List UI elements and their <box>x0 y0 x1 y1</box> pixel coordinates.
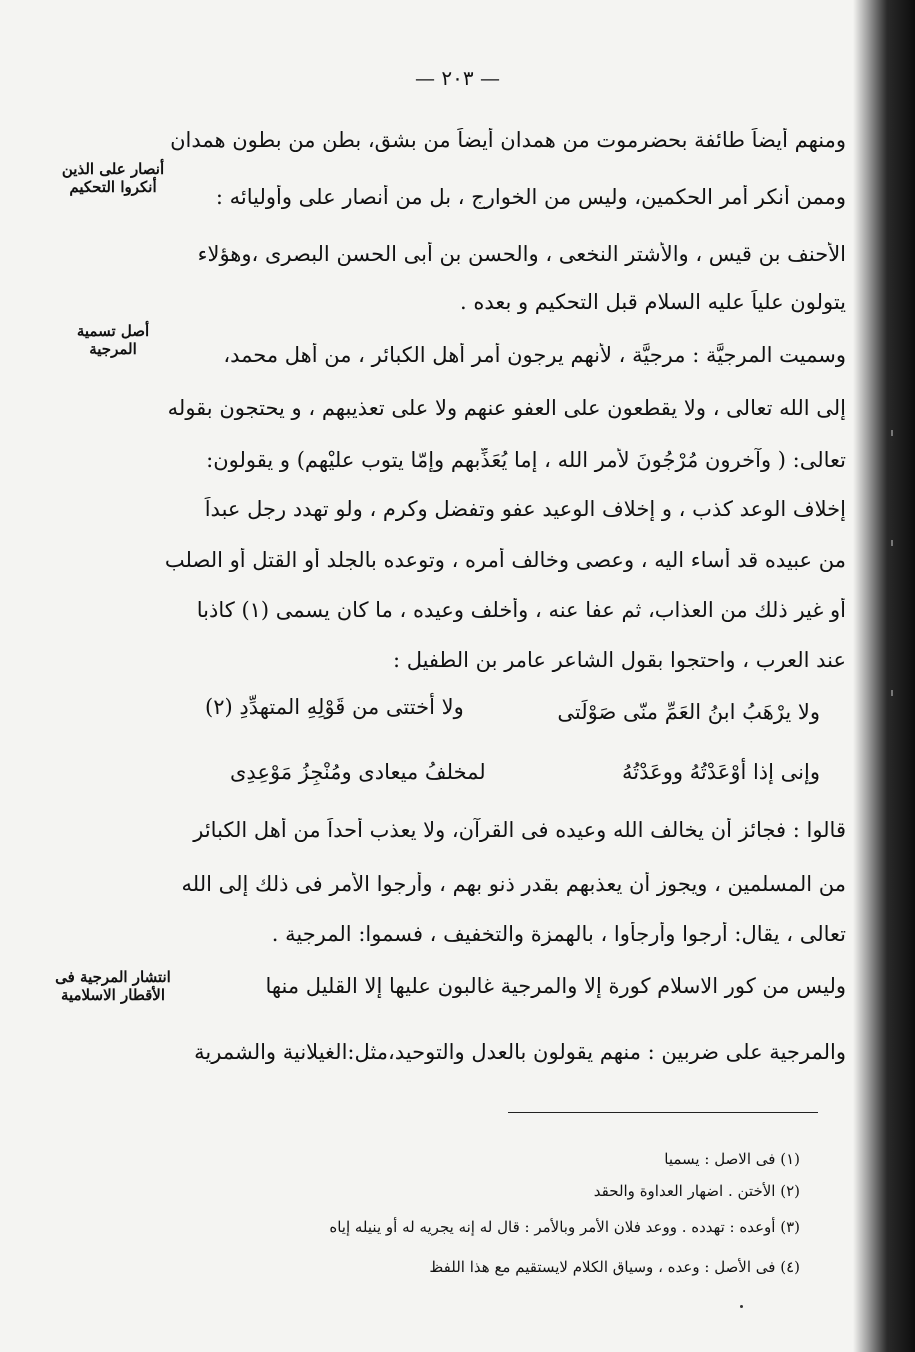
text-line: الأحنف بن قيس ، والأشتر النخعى ، والحسن بن أبى الحسن البصرى ،وهؤلاء <box>197 242 846 266</box>
scan-speck <box>891 690 893 696</box>
text-line: عند العرب ، واحتجوا بقول الشاعر عامر بن الطفيل : <box>392 648 846 672</box>
text-line: إخلاف الوعد كذب ، و إخلاف الوعيد عفو وتفضل وكرم ، ولو تهدد رجل عبداً <box>204 497 846 521</box>
text-line: إلى الله تعالى ، ولا يقطعون على العفو عنهم ولا على تعذيبهم ، و يحتجون بقوله <box>167 396 846 420</box>
text-line: والمرجية على ضربين : منهم يقولون بالعدل والتوحيد،مثل:الغيلانية والشمرية <box>194 1040 846 1064</box>
text-line: وليس من كور الاسلام كورة إلا والمرجية غالبون عليها إلا القليل منها <box>265 974 846 998</box>
text-line: وممن أنكر أمر الحكمين، وليس من الخوارج ، بل من أنصار على وأوليائه : <box>215 185 846 209</box>
text-line: قالوا : فجائز أن يخالف الله وعيده فى القرآن، ولا يعذب أحداً من أهل الكبائر <box>193 818 846 842</box>
margin-note-ansar: أنصار على الذين أنكروا التحكيم <box>61 160 165 196</box>
scan-speck <box>891 430 893 436</box>
text-line: أو غير ذلك من العذاب، ثم عفا عنه ، وأخلف وعيده ، ما كان يسمى (١) كاذبا <box>196 598 846 622</box>
margin-note-intishar: انتشار المرجية فى الأقطار الاسلامية <box>55 968 171 1004</box>
margin-note-asl: أصل تسمية المرجية <box>76 322 150 358</box>
text-line: من عبيده قد أساء اليه ، وعصى وخالف أمره ، وتوعده بالجلد أو القتل أو الصلب <box>164 548 846 572</box>
footnote-divider <box>508 1112 818 1113</box>
text-line: يتولون علياً عليه السلام قبل التحكيم و بعده . <box>459 290 846 314</box>
text-line: وسميت المرجيَّة : مرجيَّة ، لأنهم يرجون أمر أهل الكبائر ، من أهل محمد، <box>223 343 846 367</box>
footnote: (٢) الأختن . اضهار العداوة والحقد <box>593 1182 800 1200</box>
main-text <box>140 0 846 1100</box>
text-line: ومنهم أيضاً طائفة بحضرموت من همدان أيضاً من بشق، بطن من بطون همدان <box>170 128 846 152</box>
text-line: تعالى: ( وآخرون مُرْجُونَ لأمر الله ، إما يُعَذِّبهم وإمّا يتوب عليْهم) و يقولون: <box>206 448 846 472</box>
scan-speck <box>891 540 893 546</box>
text-line: تعالى ، يقال: أرجوا وأرجأوا ، بالهمزة والتخفيف ، فسموا: المرجية . <box>271 922 846 946</box>
verse-2-right-hemistich: وإنى إذا أوْعَدْتُهُ ووعَدْتُهُ <box>622 760 820 784</box>
book-spine-shadow <box>853 0 915 1352</box>
footnote: (٣) أوعده : تهدده . ووعد فلان الأمر وبالأمر : قال له إنه يجريه له أو ينيله إياه <box>329 1218 800 1236</box>
text-line: من المسلمين ، ويجوز أن يعذبهم بقدر ذنو بهم ، وأرجوا الأمر فى ذلك إلى الله <box>181 872 846 896</box>
verse-1-right-hemistich: ولا يرْهَبُ ابنُ العَمِّ منّى صَوْلَتى <box>557 700 820 724</box>
scan-dot <box>740 1305 743 1308</box>
footnote: (١) فى الاصل : يسميا <box>664 1150 800 1168</box>
page-number: — ٢٠٣ — <box>415 66 500 90</box>
verse-2-left-hemistich: لمخلفُ ميعادى ومُنْجِزُ مَوْعِدِى <box>230 760 486 784</box>
footnotes <box>200 1140 800 1300</box>
verse-1-left-hemistich: ولا أختتى من قَوْلِهِ المتهدِّدِ (٢) <box>205 695 464 719</box>
footnote: (٤) فى الأصل : وعده ، وسياق الكلام لايستقيم مع هذا اللفظ <box>429 1258 800 1276</box>
